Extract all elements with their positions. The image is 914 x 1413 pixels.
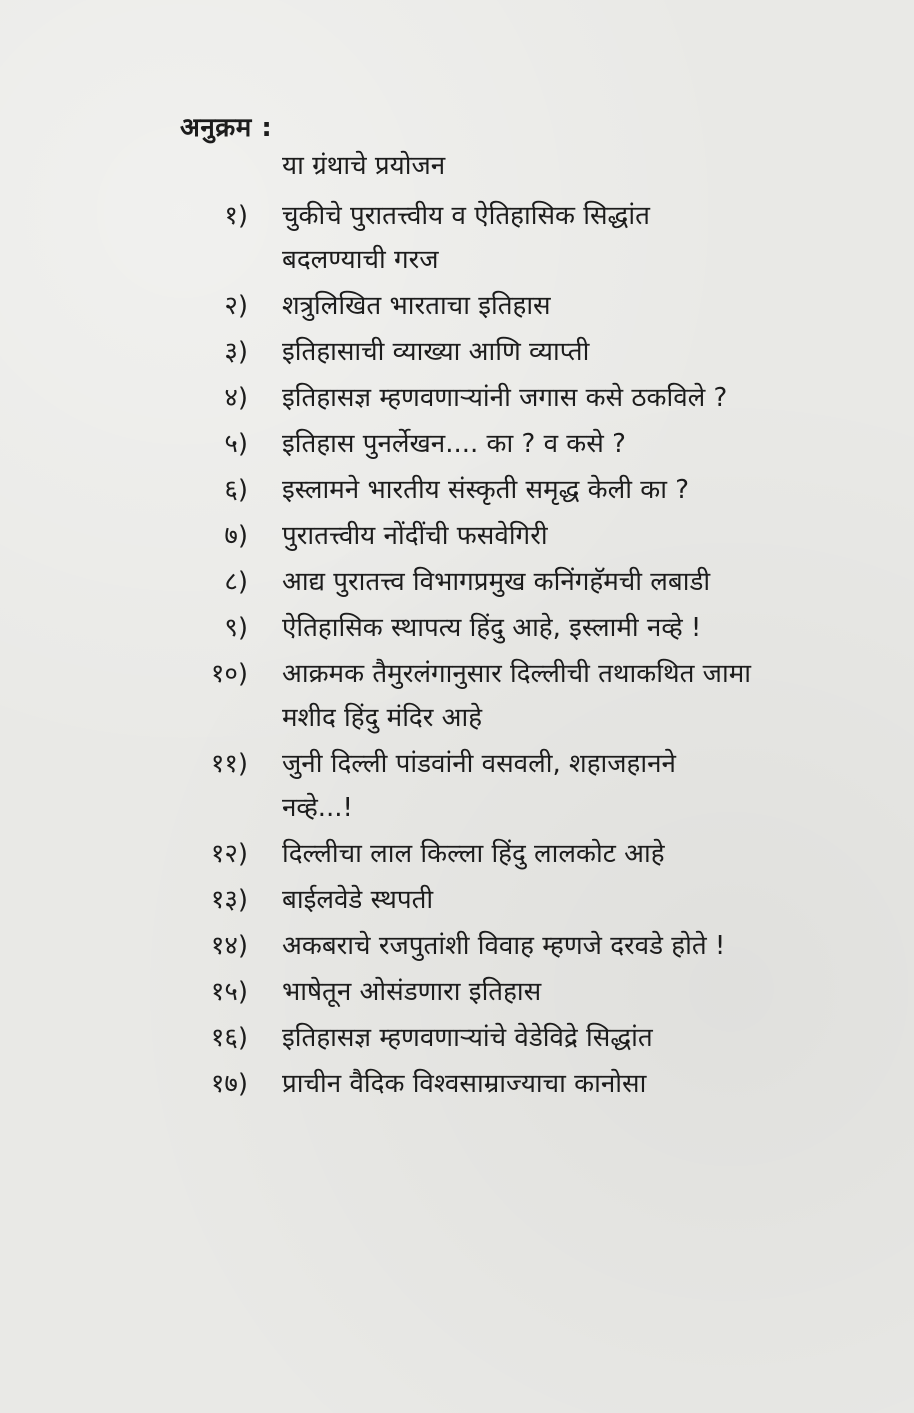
table-of-contents: [0, 194, 914, 1108]
entry-number: १५): [210, 977, 248, 1007]
toc-entry: [0, 422, 914, 466]
entry-number: १३): [210, 885, 248, 915]
entry-title: प्राचीन वैदिक विश्वसाम्राज्याचा कानोसा: [282, 1069, 647, 1099]
entry-title: ऐतिहासिक स्थापत्य हिंदु आहे, इस्लामी नव्हे !: [282, 613, 702, 643]
toc-entry: [0, 970, 914, 1014]
toc-entry: [0, 652, 914, 740]
entry-number: ३): [224, 337, 248, 367]
entry-title: भाषेतून ओसंडणारा इतिहास: [282, 977, 542, 1007]
toc-entry: [0, 284, 914, 328]
entry-title: जुनी दिल्ली पांडवांनी वसवली, शहाजहानने नव्हे...!: [282, 749, 676, 823]
toc-entry: [0, 878, 914, 922]
entry-number: १२): [210, 839, 248, 869]
entry-number: १०): [210, 659, 248, 689]
entry-title: अकबराचे रजपुतांशी विवाह म्हणजे दरवडे होते !: [282, 931, 726, 961]
toc-entry: [0, 1016, 914, 1060]
toc-entry: [0, 194, 914, 282]
entry-title: इतिहासज्ञ म्हणवणाऱ्यांचे वेडेविद्रे सिद्धांत: [282, 1023, 653, 1053]
toc-entry: [0, 330, 914, 374]
entry-number: ७): [224, 521, 248, 551]
entry-number: ९): [224, 613, 248, 643]
toc-entry: [0, 514, 914, 558]
entry-number: ८): [224, 567, 248, 597]
entry-title: बाईलवेडे स्थपती: [282, 885, 434, 915]
toc-entry: [0, 1062, 914, 1106]
toc-entry: [0, 560, 914, 604]
entry-title: चुकीचे पुरातत्त्वीय व ऐतिहासिक सिद्धांत बदलण्याची गरज: [282, 201, 650, 275]
toc-entry: [0, 924, 914, 968]
entry-number: ११): [210, 749, 248, 779]
entry-number: १४): [210, 931, 248, 961]
entry-number: ५): [224, 429, 248, 459]
entry-title: इतिहास पुनर्लेखन.... का ? व कसे ?: [282, 429, 626, 459]
contents-heading: अनुक्रम :: [180, 113, 273, 143]
entry-title: पुरातत्त्वीय नोंदींची फसवेगिरी: [282, 521, 548, 551]
entry-title: इतिहासज्ञ म्हणवणाऱ्यांनी जगास कसे ठकविले ?: [282, 383, 728, 413]
toc-entry: [0, 832, 914, 876]
entry-number: १७): [210, 1069, 248, 1099]
entry-title: आद्य पुरातत्त्व विभागप्रमुख कनिंगहॅमची लबाडी: [282, 567, 711, 597]
toc-entry: [0, 742, 914, 830]
entry-number: २): [224, 291, 248, 321]
entry-number: ६): [224, 475, 248, 505]
entry-title: इतिहासाची व्याख्या आणि व्याप्ती: [282, 337, 590, 367]
toc-entry: [0, 606, 914, 650]
entry-number: १): [224, 201, 248, 231]
entry-number: १६): [210, 1023, 248, 1053]
entry-title: शत्रुलिखित भारताचा इतिहास: [282, 291, 551, 321]
entry-number: ४): [224, 383, 248, 413]
toc-entry: [0, 468, 914, 512]
entry-title: आक्रमक तैमुरलंगानुसार दिल्लीची तथाकथित जामा मशीद हिंदु मंदिर आहे: [282, 659, 751, 733]
preface-entry: या ग्रंथाचे प्रयोजन: [282, 151, 446, 181]
entry-title: दिल्लीचा लाल किल्ला हिंदु लालकोट आहे: [282, 839, 665, 869]
entry-title: इस्लामने भारतीय संस्कृती समृद्ध केली का ?: [282, 475, 690, 505]
toc-entry: [0, 376, 914, 420]
